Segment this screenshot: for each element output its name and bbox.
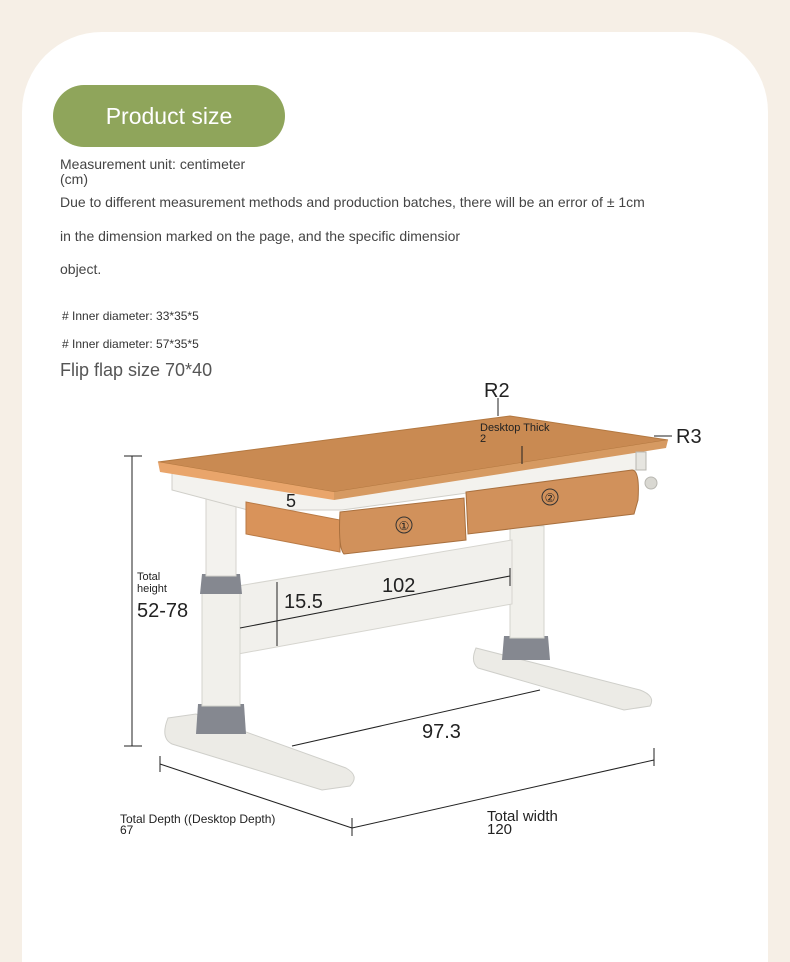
drawer-1-number: ① (398, 519, 410, 533)
inner-diameter-2: # Inner diameter: 57*35*5 (62, 337, 199, 351)
total-height-label-2: height (137, 583, 167, 595)
error-note-line-3: object. (60, 261, 102, 277)
beam-length-dimension: 102 (382, 575, 416, 597)
drawer-2-number: ② (544, 491, 556, 505)
error-note-line-1: Due to different measurement methods and production batches, there will be an error of ± 1cm (60, 194, 645, 210)
total-width-value: 120 (487, 821, 513, 838)
inner-diameter-1: # Inner diameter: 33*35*5 (62, 309, 199, 323)
measurement-unit-text: Measurement unit: centimeter (60, 156, 246, 172)
beam-height-dimension: 15.5 (284, 591, 323, 613)
total-depth-label: Total Depth ((Desktop Depth) (120, 812, 276, 826)
foot-span-dimension: 97.3 (422, 721, 461, 743)
measurement-unit-cm: (cm) (60, 171, 88, 187)
desktop-thick-label: Desktop Thick (480, 422, 550, 434)
total-height-value: 52-78 (137, 600, 189, 622)
total-depth-value: 67 (120, 823, 134, 837)
total-height-label-1: Total (137, 571, 161, 583)
r3-label: R3 (676, 426, 702, 448)
desktop-thick-value: 2 (480, 433, 487, 445)
side-handle (636, 452, 657, 489)
error-note-line-2: in the dimension marked on the page, and the specific dimensior (60, 228, 461, 244)
crossbar (238, 540, 512, 654)
drawer-front-dimension: 5 (286, 491, 297, 511)
total-width-label: Total width (487, 808, 558, 825)
flip-flap-size: Flip flap size 70*40 (60, 360, 213, 380)
r2-label: R2 (484, 380, 510, 402)
product-size-title: Product size (105, 102, 233, 129)
